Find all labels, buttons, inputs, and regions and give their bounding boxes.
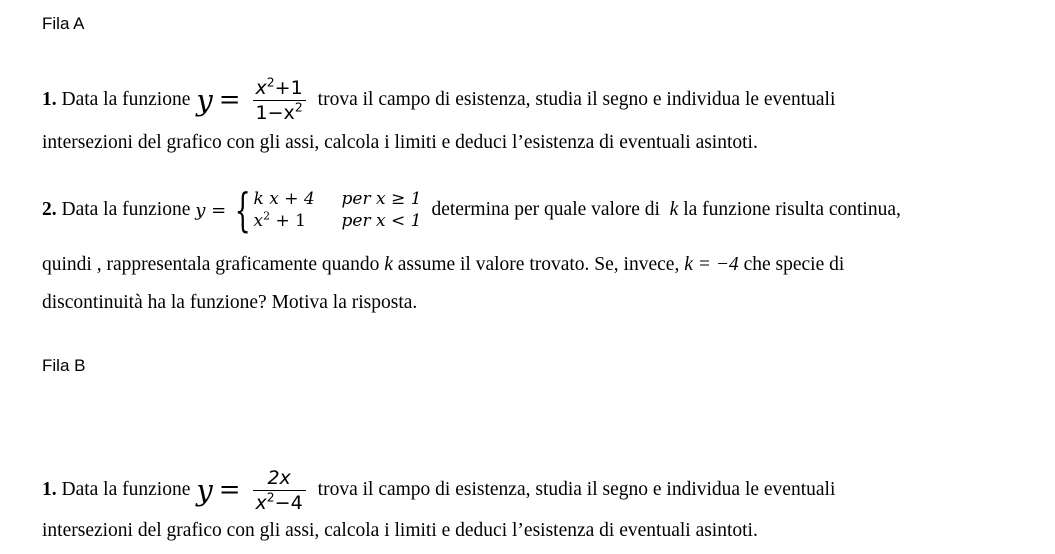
function-y: y bbox=[196, 83, 213, 117]
parameter-k: k bbox=[384, 254, 393, 275]
fila-a-exercise-1-line-1 bbox=[42, 64, 835, 136]
fila-b-exercise-1-line-1 bbox=[42, 454, 835, 526]
fila-b-heading: Fila B bbox=[42, 356, 86, 375]
exercise-intro: Data la funzione bbox=[61, 479, 191, 500]
brace-glyph: { bbox=[234, 183, 251, 237]
piecewise-cases bbox=[254, 188, 422, 232]
function-fraction bbox=[253, 467, 306, 514]
piecewise-case-2: $x^2 + 1$ per x < 1 bbox=[253, 209, 422, 231]
fila-b-exercise-1-line-2: intersezioni del grafico con gli assi, calcola i limiti e deduci l’esistenza di eventuali asintoti. bbox=[42, 520, 758, 541]
fila-a-heading: Fila A bbox=[42, 14, 85, 33]
exercise-text: determina per quale valore di bbox=[431, 199, 660, 220]
exercise-intro: Data la funzione bbox=[61, 199, 191, 220]
fraction-denominator: $1-x^2$ bbox=[253, 100, 306, 124]
equals-sign: = bbox=[218, 475, 241, 505]
piecewise-function bbox=[228, 183, 422, 237]
fraction-denominator: $x^2-4$ bbox=[253, 490, 306, 514]
exercise-text: trova il campo di esistenza, studia il segno e individua le eventuali bbox=[317, 89, 836, 110]
piecewise-case-1: k x + 4 per x ≥ 1 bbox=[253, 189, 422, 209]
exercise-text-continued: la funzione risulta continua, bbox=[683, 199, 901, 220]
exercise-number: 1. bbox=[42, 89, 57, 110]
fraction-numerator: $x^2+1$ bbox=[255, 75, 303, 99]
fila-a-exercise-2-line-3: discontinuità ha la funzione? Motiva la risposta. bbox=[42, 292, 418, 313]
equals-sign: = bbox=[218, 85, 241, 115]
exercise-number: 1. bbox=[42, 479, 57, 500]
function-y-equals: y = bbox=[195, 199, 227, 221]
function-fraction bbox=[253, 77, 306, 124]
function-y: y bbox=[196, 473, 213, 507]
fila-a-exercise-2-line-2: quindi , rappresentala graficamente quando k assume il valore trovato. Se, invece, k = −4 che specie di bbox=[42, 254, 845, 275]
k-value: k = −4 bbox=[684, 254, 739, 275]
fila-a-exercise-1-line-2: intersezioni del grafico con gli assi, calcola i limiti e deduci l’esistenza di eventuali asintoti. bbox=[42, 132, 758, 153]
exercise-intro: Data la funzione bbox=[61, 89, 191, 110]
fila-a-exercise-2-line-1 bbox=[42, 184, 901, 236]
exercise-text: trova il campo di esistenza, studia il segno e individua le eventuali bbox=[317, 479, 836, 500]
exercise-number: 2. bbox=[42, 199, 57, 220]
fraction-numerator: 2x bbox=[267, 466, 291, 489]
parameter-k: k bbox=[669, 199, 679, 220]
